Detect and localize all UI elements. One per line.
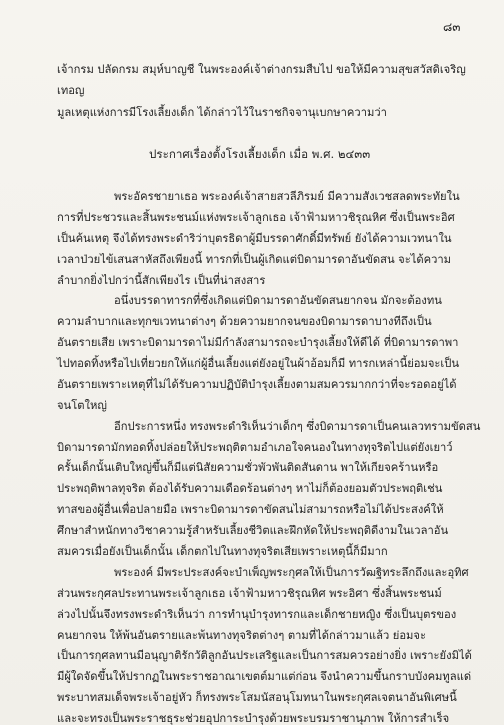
body-line: การที่ประชวรและสิ้นพระชนม์แห่งพระเจ้าลูกเธอ เจ้าฟ้ามหาวชิรุณหิศ ซึ่งเป็นพระอิศ <box>57 210 455 224</box>
page-number: ๘๓ <box>443 20 461 34</box>
body-line: ครั้นเด็กนั้นเติบใหญ่ขึ้นก็มีแต่นิสัยความชั่วพัวพันติดสันดาน พาให้เกียจคร้านหรือ <box>57 461 439 475</box>
section-heading: ประกาศเรื่องตั้งโรงเลี้ยงเด็ก เมื่อ พ.ศ. ๒๔๓๓ <box>149 147 371 161</box>
body-line: อันตรายเสีย เพราะบิดามารดาไม่มีกำลังสามารถจะบำรุงเลี้ยงให้ดีได้ ที่บิดามารดาพา <box>57 336 459 350</box>
body-line: อันตรายเพราะเหตุที่ไม่ได้รับความปฏิบัติบำรุงเลี้ยงตามสมควรมากกว่าที่จะรอดอยู่ได้ <box>57 377 457 391</box>
body-line: เวลาป่วยไข้เสนสาหัสถึงเพียงนี้ ทารกที่เป็นผู้เกิดแต่บิดามารดาอันขัดสน จะได้ความ <box>57 252 452 266</box>
body-line: ลำบากยิ่งไปกว่านี้สักเพียงไร เป็นที่น่าสงสาร <box>57 273 266 287</box>
body-line: คนยากจน ให้พ้นอันตรายและพ้นทางทุจริตต่างๆ ตามที่ได้กล่าวมาแล้ว ย่อมจะ <box>57 628 426 642</box>
body-line: ล่วงไปนั้นจึงทรงพระดำริเห็นว่า การทำนุบำรุงทารกและเด็กชายหญิง ซึ่งเป็นบุตรของ <box>57 607 457 621</box>
body-line: และจะทรงเป็นพระราชธุระช่วยอุปการะบำรุงด้วยพระบรมราชานุภาพ ให้การสำเร็จ <box>57 712 450 725</box>
body-line: อีกประการหนึ่ง ทรงพระดำริเห็นว่าเด็กๆ ซึ่งบิดามารดาเป็นคนเลวทรามขัดสน <box>114 419 481 433</box>
body-line: ความลำบากและทุกขเวทนาต่างๆ ด้วยความยากจนของบิดามารดาบางทีถึงเป็น <box>57 315 432 329</box>
body-line: พระบาทสมเด็จพระเจ้าอยู่หัว ก็ทรงพระโสมนัสอนุโมทนาในพระกุศลเจตนาอันพิเศษนี้ <box>57 691 457 705</box>
body-line: เป็นการกุศลทานมีอนุญาติรักวัติลูกอันประเสริฐและเป็นการสมควรอย่างยิ่ง เพราะยังมิได้ <box>57 649 472 663</box>
body-line: มีผู้ใดจัดขึ้นให้ปรากฏในพระราชอาณาเขตต์มาแต่ก่อน จึงนำความขึ้นกราบบังคมทูลแด่ <box>57 670 472 684</box>
body-line: ส่วนพระกุศลประทานพระเจ้าลูกเธอ เจ้าฟ้ามหาวชิรุณหิศ พระอิศา ซึ่งสิ้นพระชนม์ <box>57 586 442 600</box>
body-line: อนึ่งบรรดาทารกที่ซึ่งเกิดแต่บิดามารดาอันขัดสนยากจน มักจะต้องทน <box>114 294 442 308</box>
body-line: ทาสของผู้อื่นเพื่อปลายมือ เพราะบิดามารดาขัดสนไม่สามารถหรือไม่ได้ประสงค์ให้ <box>57 503 444 517</box>
body-line: พระองค์ มีพระประสงค์จะบำเพ็ญพระกุศลให้เป็นการวัฒฐิทระลึกถึงและอุทิศ <box>114 565 469 579</box>
body-line: จนโตใหญ่ <box>57 398 107 412</box>
intro-line: เจ้ากรม ปลัดกรม สมุห์บาญชี ในพระองค์เจ้าต่างกรมสืบไป ขอให้มีความสุขสวัสดิเจริญ <box>57 63 466 76</box>
body-line: ไปทอดทิ้งหรือไปเที่ยวยกให้แก่ผู้อื่นเลี้ยงแต่ยังอยู่ในผ้าอ้อมก็มี ทารกเหล่านี้ย่อมจะเป็น <box>57 357 460 370</box>
body-line: สมควรเมื่อยังเป็นเด็กนั้น เด็กตกไปในทางทุจริตเสียเพราะเหตุนี้ก็มีมาก <box>57 545 388 558</box>
body-line: พระอัครชายาเธอ พระองค์เจ้าสายสวลีภิรมย์ มีความสังเวชสลดพระทัยใน <box>114 190 460 203</box>
body-line: เป็นค้นเหตุ จึงได้ทรงพระดำริว่าบุตรธิดาผู้มีบรรดาศักดิ์มีทรัพย์ ยังได้ความเวทนาใน <box>57 231 452 245</box>
body-line: บิดามารดามักทอดทิ้งปล่อยให้ประพฤติตามอำเภอใจคนองในทางทุจริตไปแต่ยังเยาว์ <box>57 440 453 454</box>
body-line: ศึกษาสำหนักทางวิชาความรู้สำหรับเลี้ยงชีวิตและฝึกหัดให้ประพฤติดีงามในเวลาอัน <box>57 524 449 538</box>
intro-line: เทอญ <box>57 84 85 97</box>
intro-line: มูลเหตุแห่งการมีโรงเลี้ยงเด็ก ได้กล่าวไว้ในราชกิจจานุเบกษาความว่า <box>57 106 387 119</box>
body-line: ประพฤติพาลทุจริต ต้องได้รับความเดือดร้อนต่างๆ หาไม่ก็ต้องยอมตัวประพฤติเช่น <box>57 482 443 496</box>
